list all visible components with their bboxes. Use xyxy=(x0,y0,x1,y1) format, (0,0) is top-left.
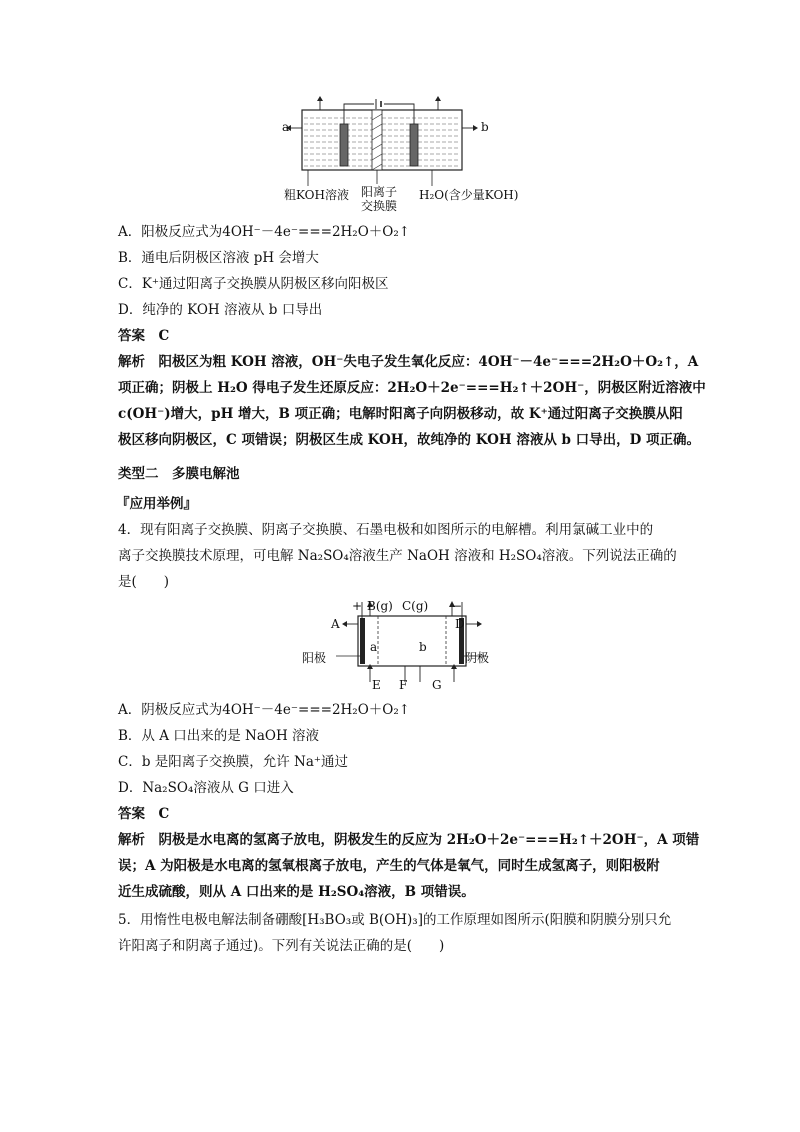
diagram2-cathode-label: 阴极 xyxy=(465,651,490,665)
diagram1-label-membrane-2: 交换膜 xyxy=(361,199,398,213)
q4-explanation-1: 解析 阴极是水电离的氢离子放电，阴极发生的反应为 2H₂O＋2e⁻===H₂↑＋2OH⁻，A 项错 xyxy=(118,832,700,848)
q3-explanation-3: c(OH⁻)增大，pH 增大，B 项正确；电解时阳离子向阴极移动，故 K⁺通过阳离子交换膜从阳 xyxy=(118,406,683,422)
diagram1-label-b: b xyxy=(481,120,489,134)
diagram2-anode-label: 阳极 xyxy=(302,651,327,665)
q3-explanation-4: 极区移向阴极区，C 项错误；阴极区生成 KOH，故纯净的 KOH 溶液从 b 口导出，D 项正确。 xyxy=(118,432,701,448)
q3-answer: 答案 C xyxy=(118,328,170,344)
diagram1-label-a: a xyxy=(282,120,290,134)
diagram2-label-D: D xyxy=(455,617,465,631)
diagram1-label-membrane-1: 阳离子 xyxy=(361,185,398,199)
q4-option-c: C．b 是阳离子交换膜，允许 Na⁺通过 xyxy=(118,754,349,770)
section-title: 类型二 多膜电解池 xyxy=(118,466,240,482)
diagram2-label-F: F xyxy=(399,678,408,692)
diagram2-label-A: A xyxy=(331,617,340,631)
diagram2-label-G: G xyxy=(432,678,442,692)
diagram2-minus: − xyxy=(452,599,463,613)
q4-answer: 答案 C xyxy=(118,806,170,822)
q5-stem-2: 许阳离子和阴离子通过)。下列有关说法正确的是( ) xyxy=(118,938,445,954)
q4-stem-3: 是( ) xyxy=(118,574,170,590)
diagram2-label-C: C(g) xyxy=(402,599,429,613)
q3-explanation-2: 项正确；阴极上 H₂O 得电子发生还原反应：2H₂O＋2e⁻===H₂↑＋2OH⁻，阴极区附近溶液中 xyxy=(118,380,706,396)
diagram1-label-left: 粗KOH溶液 xyxy=(284,188,349,202)
diagram2-membrane-b: b xyxy=(419,640,427,654)
q4-option-b: B．从 A 口出来的是 NaOH 溶液 xyxy=(118,728,320,744)
section-example-heading: 『应用举例』 xyxy=(116,496,197,512)
q5-stem-1: 5．用惰性电极电解法制备硼酸[H₃BO₃或 B(OH)₃]的工作原理如图所示(阳膜和阴膜分别只允 xyxy=(118,912,672,928)
diagram2-label-E: E xyxy=(372,678,381,692)
q3-option-d: D．纯净的 KOH 溶液从 b 口导出 xyxy=(118,302,323,318)
q4-stem-1: 4．现有阳离子交换膜、阴离子交换膜、石墨电极和如图所示的电解槽。利用氯碱工业中的 xyxy=(118,522,654,538)
diagram2-plus: + xyxy=(352,599,363,613)
q4-explanation-2: 误；A 为阳极是水电离的氢氧根离子放电，产生的气体是氧气，同时生成氢离子，则阳极附 xyxy=(118,858,660,874)
diagram2-membrane-a: a xyxy=(370,640,378,654)
diagram1-label-right: H₂O(含少量KOH) xyxy=(419,188,519,202)
q4-explanation-3: 近生成硫酸，则从 A 口出来的是 H₂SO₄溶液，B 项错误。 xyxy=(118,884,475,900)
q4-option-a: A．阴极反应式为4OH⁻－4e⁻===2H₂O＋O₂↑ xyxy=(118,702,411,718)
diagram2-label-B: B(g) xyxy=(367,599,393,613)
q4-stem-2: 离子交换膜技术原理，可电解 Na₂SO₄溶液生产 NaOH 溶液和 H₂SO₄溶液。下列说法正确的 xyxy=(118,548,677,564)
q3-option-b: B．通电后阴极区溶液 pH 会增大 xyxy=(118,250,319,266)
q3-explanation-1: 解析 阳极区为粗 KOH 溶液，OH⁻失电子发生氧化反应：4OH⁻－4e⁻===2H₂O＋O₂↑，A xyxy=(118,354,699,370)
q4-option-d: D．Na₂SO₄溶液从 G 口进入 xyxy=(118,780,294,796)
q3-option-a: A．阳极反应式为4OH⁻－4e⁻===2H₂O＋O₂↑ xyxy=(118,224,411,240)
q3-option-c: C．K⁺通过阳离子交换膜从阴极区移向阳极区 xyxy=(118,276,389,292)
